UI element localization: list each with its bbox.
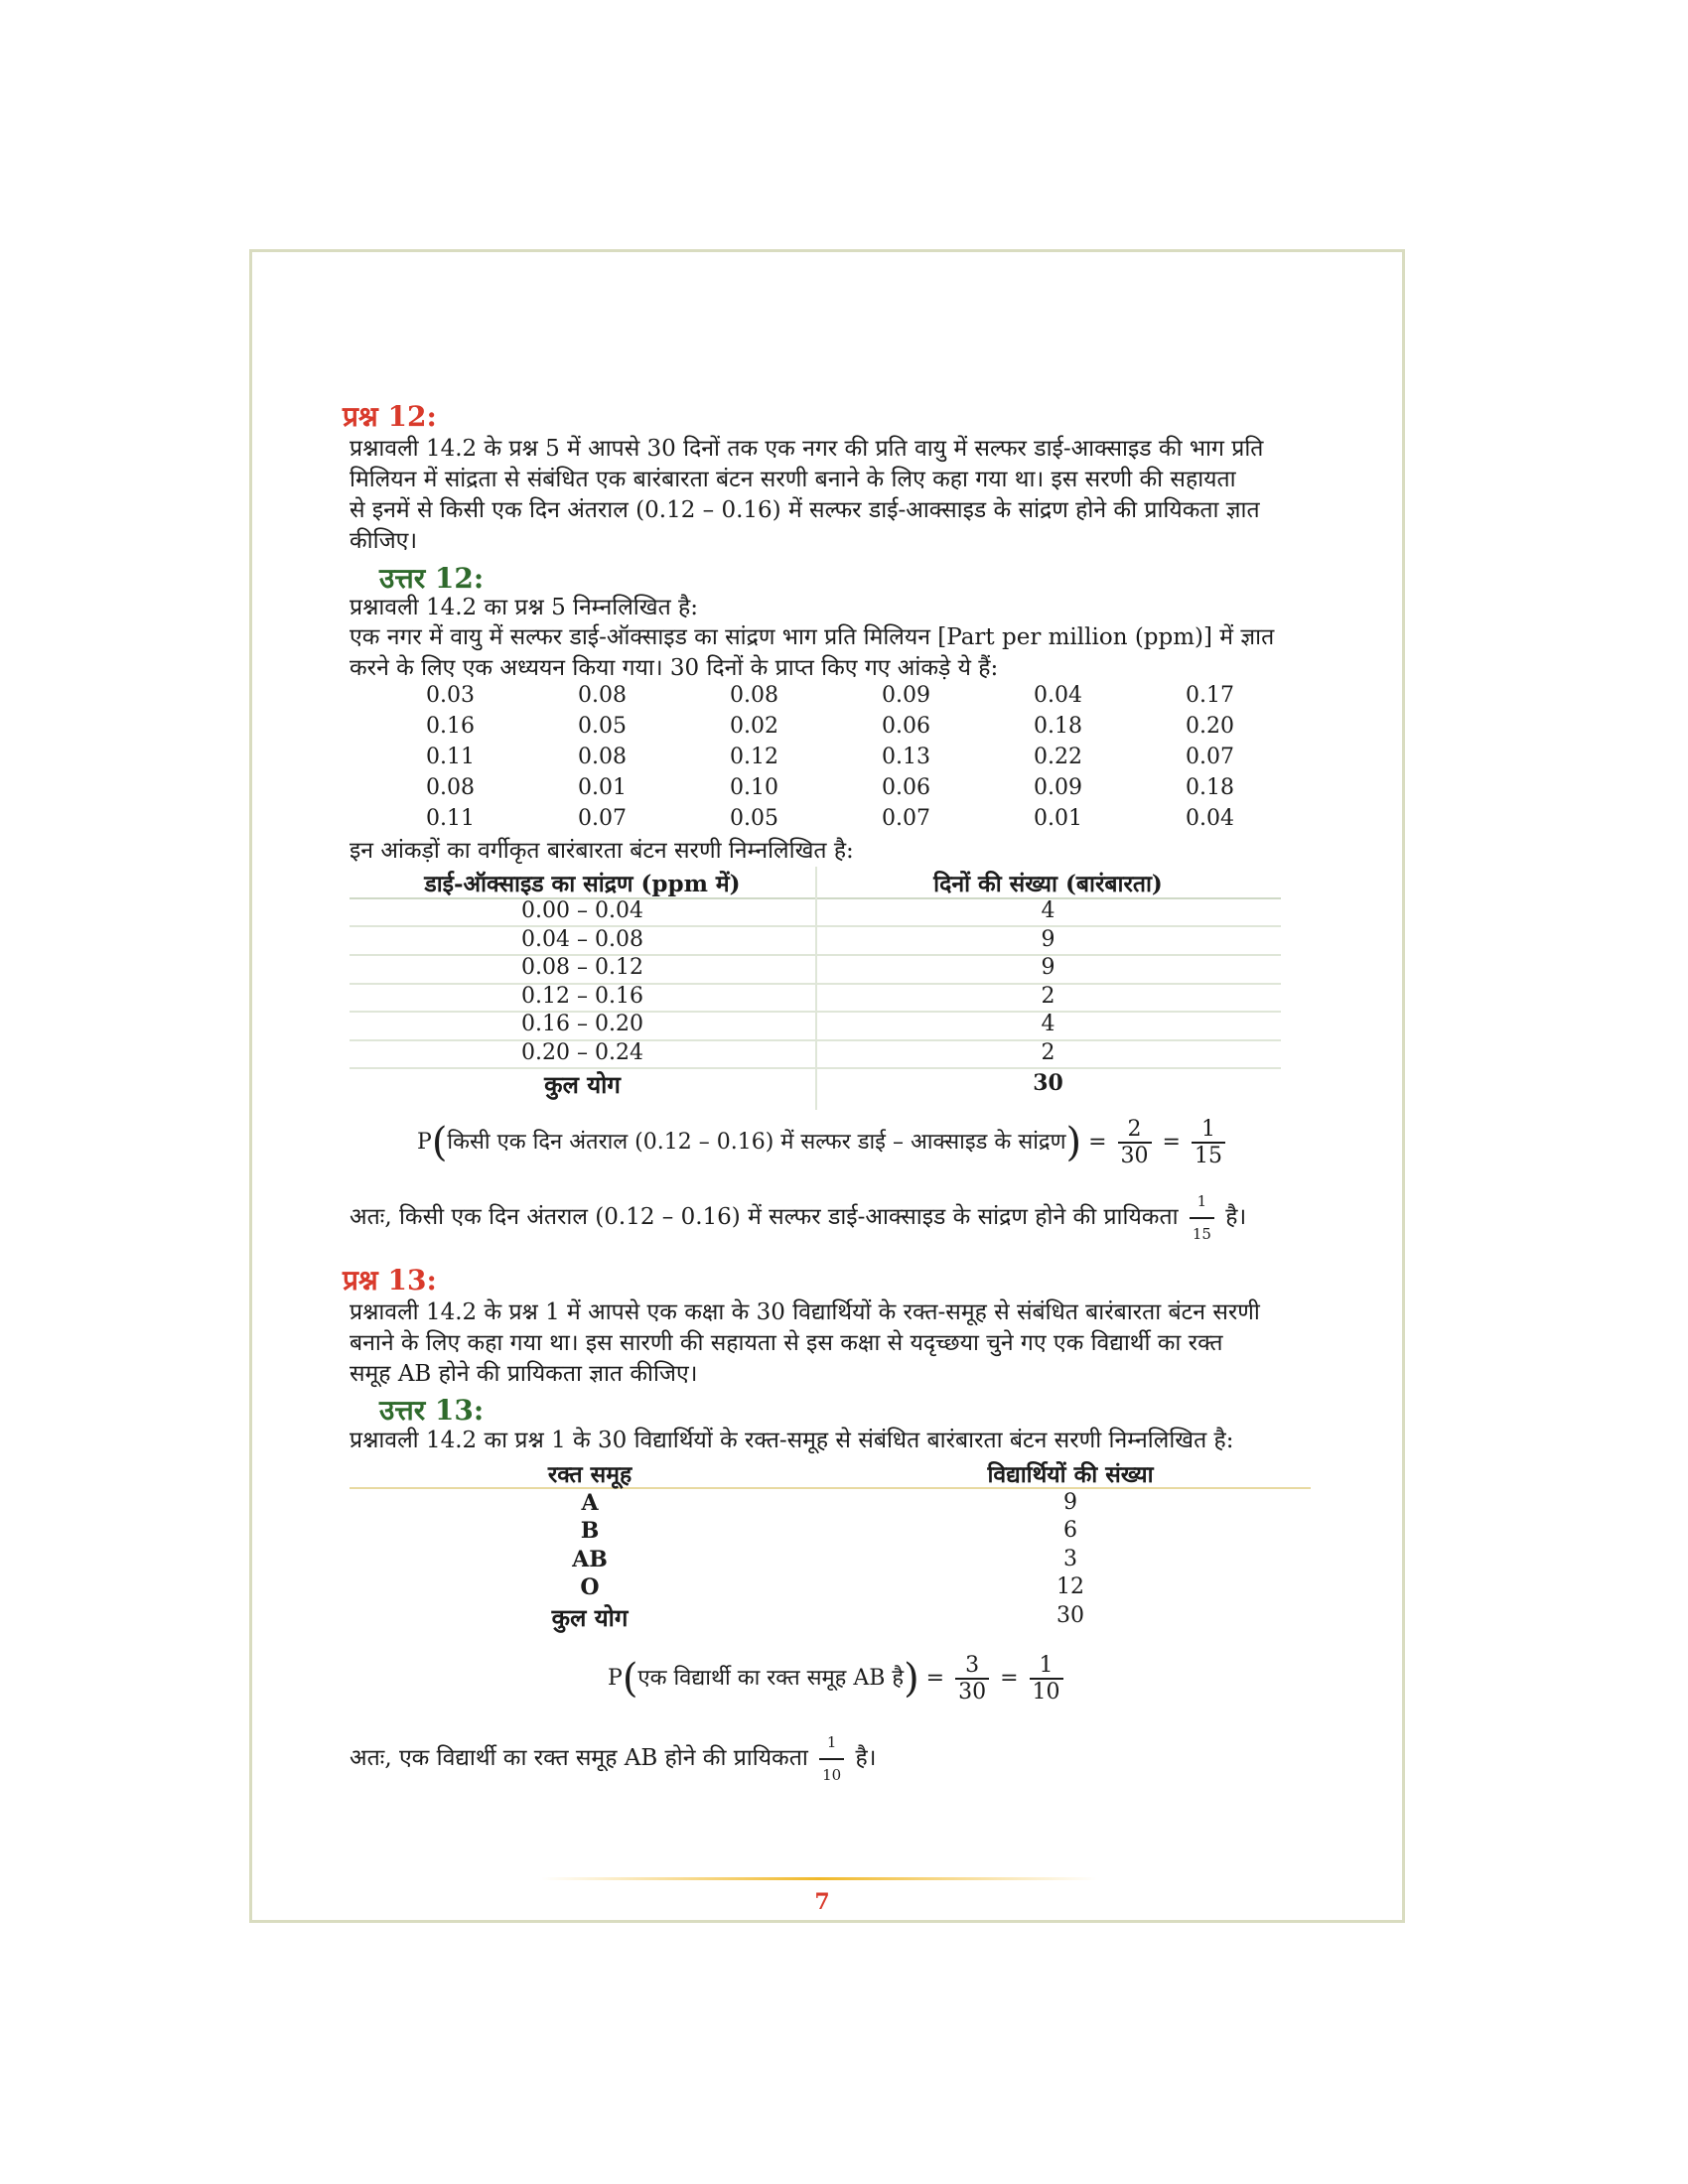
- answer-12-heading: उत्तर 12:: [379, 562, 485, 595]
- event-text: एक विद्यार्थी का रक्त समूह AB है: [637, 1666, 905, 1691]
- answer-13-heading: उत्तर 13:: [379, 1394, 485, 1427]
- conclusion-suffix: है।: [855, 1745, 877, 1771]
- raw-data-value: 0.07: [1186, 745, 1234, 769]
- fraction: $\frac{1}{10}$: [819, 1727, 844, 1791]
- question-text-line: प्रश्नावली 14.2 के प्रश्न 1 में आपसे एक कक्षा के 30 विद्यार्थियों के रक्त-समूह से संबंधित बारंबारता बंटन सरणी: [350, 1299, 1260, 1325]
- table-cell-frequency: 2: [1041, 984, 1055, 1009]
- table-cell-interval: 0.08 – 0.12: [521, 955, 643, 980]
- raw-data-value: 0.06: [882, 775, 930, 800]
- answer-12-intro: प्रश्नावली 14.2 का प्रश्न 5 निम्नलिखित है:: [350, 595, 698, 620]
- raw-data-value: 0.22: [1034, 745, 1082, 769]
- raw-data-value: 0.04: [1186, 806, 1234, 831]
- equals-sign: =: [1088, 1130, 1107, 1155]
- raw-data-value: 0.17: [1186, 683, 1234, 708]
- table-cell-blood-group: A: [581, 1490, 599, 1516]
- table-cell-count: 3: [1063, 1547, 1077, 1571]
- probability-symbol: P: [417, 1130, 432, 1155]
- question-13-text: [350, 1297, 1313, 1390]
- raw-data-value: 0.10: [730, 775, 778, 800]
- probability-formula: [608, 1653, 1067, 1705]
- answer-text-line: करने के लिए एक अध्ययन किया गया। 30 दिनों के प्राप्त किए गए आंकड़े ये हैं:: [350, 655, 999, 681]
- table-cell-interval: 0.00 – 0.04: [521, 898, 643, 923]
- page-number: 7: [814, 1889, 830, 1915]
- table-total-value: 30: [1033, 1070, 1063, 1096]
- raw-data-value: 0.04: [1034, 683, 1082, 708]
- answer-13-intro: प्रश्नावली 14.2 का प्रश्न 1 के 30 विद्यार्थियों के रक्त-समूह से संबंधित बारंबारता बंटन सरणी निम्नलिखित है:: [350, 1428, 1234, 1453]
- equals-sign: =: [925, 1666, 945, 1691]
- question-text-line: प्रश्नावली 14.2 के प्रश्न 5 में आपसे 30 दिनों तक एक नगर की प्रति वायु में सल्फर डाई-आक्साइड की भाग प्रति: [350, 436, 1264, 462]
- raw-data-value: 0.01: [578, 775, 627, 800]
- table-cell-count: 12: [1056, 1574, 1084, 1599]
- raw-data-value: 0.16: [426, 714, 475, 739]
- table-total-label: कुल योग: [551, 1603, 629, 1632]
- conclusion-text: अतः, एक विद्यार्थी का रक्त समूह AB होने की प्रायिकता: [350, 1745, 808, 1771]
- question-12-text: [350, 434, 1313, 557]
- raw-data-row: [426, 745, 1339, 775]
- fraction: $\frac{1}{15}$: [1192, 1117, 1225, 1168]
- question-13-heading: प्रश्न 13:: [343, 1264, 437, 1297]
- raw-data-value: 0.18: [1034, 714, 1082, 739]
- table-header-students: विद्यार्थियों की संख्या: [987, 1461, 1154, 1488]
- raw-data-value: 0.11: [426, 745, 475, 769]
- open-paren: (: [431, 1120, 448, 1165]
- raw-data-value: 0.18: [1186, 775, 1234, 800]
- table-total-value: 30: [1056, 1603, 1084, 1628]
- raw-data-value: 0.07: [882, 806, 930, 831]
- answer-13-conclusion: [350, 1727, 1313, 1791]
- frequency-table: [350, 867, 1281, 1110]
- question-text-line: से इनमें से किसी एक दिन अंतराल (0.12 – 0.16) में सल्फर डाई-आक्साइड के सांद्रण होने की प्रायिकता ज्ञात: [350, 497, 1260, 523]
- raw-data-row: [426, 714, 1339, 745]
- footer-rule: [541, 1877, 1097, 1880]
- event-text: किसी एक दिन अंतराल (0.12 – 0.16) में सल्फर डाई – आक्साइड के सांद्रण: [447, 1130, 1066, 1155]
- table-cell-blood-group: B: [580, 1518, 600, 1544]
- table-cell-frequency: 2: [1041, 1040, 1055, 1065]
- answer-text-line: एक नगर में वायु में सल्फर डाई-ऑक्साइड का सांद्रण भाग प्रति मिलियन [Part per million (ppm)] में ज्ञात: [350, 624, 1275, 650]
- raw-data-row: [426, 806, 1339, 837]
- table-cell-frequency: 4: [1041, 898, 1055, 923]
- question-12-heading: प्रश्न 12:: [343, 400, 437, 433]
- table-cell-interval: 0.04 – 0.08: [521, 927, 643, 952]
- blood-group-table: [350, 1457, 1311, 1636]
- raw-data-row: [426, 775, 1339, 806]
- table-cell-blood-group: AB: [572, 1547, 608, 1572]
- raw-data-grid: [426, 683, 1339, 842]
- question-text-line: समूह AB होने की प्रायिकता ज्ञात कीजिए।: [350, 1361, 698, 1387]
- equals-sign: =: [1162, 1130, 1181, 1155]
- probability-symbol: P: [608, 1666, 623, 1691]
- table-header-days: दिनों की संख्या (बारंबारता): [933, 871, 1163, 897]
- close-paren: ): [1065, 1120, 1082, 1165]
- table-cell-count: 9: [1063, 1490, 1077, 1515]
- raw-data-row: [426, 683, 1339, 714]
- table-cell-count: 6: [1063, 1518, 1077, 1543]
- answer-12-text: [350, 622, 1313, 684]
- answer-12-conclusion: [350, 1186, 1313, 1250]
- table-cell-interval: 0.12 – 0.16: [521, 984, 643, 1009]
- raw-data-value: 0.05: [730, 806, 778, 831]
- raw-data-value: 0.20: [1186, 714, 1234, 739]
- probability-formula: [417, 1117, 1229, 1168]
- table-header-blood-group: रक्त समूह: [547, 1461, 633, 1488]
- table-cell-interval: 0.16 – 0.20: [521, 1012, 643, 1036]
- table-cell-frequency: 9: [1041, 955, 1055, 980]
- raw-data-value: 0.07: [578, 806, 627, 831]
- table-total-label: कुल योग: [544, 1070, 621, 1099]
- table-cell-blood-group: O: [580, 1574, 600, 1600]
- fraction: $\frac{2}{30}$: [1118, 1117, 1152, 1168]
- raw-data-value: 0.12: [730, 745, 778, 769]
- raw-data-value: 0.08: [730, 683, 778, 708]
- table-cell-interval: 0.20 – 0.24: [521, 1040, 643, 1065]
- raw-data-value: 0.08: [578, 683, 627, 708]
- raw-data-value: 0.09: [1034, 775, 1082, 800]
- raw-data-value: 0.05: [578, 714, 627, 739]
- raw-data-value: 0.02: [730, 714, 778, 739]
- fraction: $\frac{3}{30}$: [955, 1653, 989, 1705]
- close-paren: ): [904, 1656, 919, 1702]
- raw-data-value: 0.06: [882, 714, 930, 739]
- equals-sign: =: [1000, 1666, 1019, 1691]
- question-text-line: कीजिए।: [350, 528, 418, 554]
- raw-data-value: 0.11: [426, 806, 475, 831]
- table-cell-frequency: 4: [1041, 1012, 1055, 1036]
- table-cell-frequency: 9: [1041, 927, 1055, 952]
- fraction: $\frac{1}{10}$: [1030, 1653, 1063, 1705]
- raw-data-value: 0.03: [426, 683, 475, 708]
- raw-data-value: 0.08: [426, 775, 475, 800]
- fraction: $\frac{1}{15}$: [1190, 1186, 1214, 1250]
- raw-data-value: 0.13: [882, 745, 930, 769]
- raw-data-value: 0.08: [578, 745, 627, 769]
- question-text-line: मिलियन में सांद्रता से संबंधित एक बारंबारता बंटन सरणी बनाने के लिए कहा गया था। इस सरणी की सहायता: [350, 467, 1236, 492]
- question-text-line: बनाने के लिए कहा गया था। इस सारणी की सहायता से इस कक्षा से यदृच्छया चुने गए एक विद्यार्थी का रक्त: [350, 1330, 1223, 1356]
- conclusion-text: अतः, किसी एक दिन अंतराल (0.12 – 0.16) में सल्फर डाई-आक्साइड के सांद्रण होने की प्रायिकता: [350, 1204, 1179, 1230]
- table-header-concentration: डाई-ऑक्साइड का सांद्रण (ppm में): [424, 871, 741, 897]
- raw-data-value: 0.01: [1034, 806, 1082, 831]
- conclusion-suffix: है।: [1225, 1204, 1247, 1230]
- frequency-table-intro: इन आंकड़ों का वर्गीकृत बारंबारता बंटन सरणी निम्नलिखित है:: [350, 838, 854, 864]
- raw-data-value: 0.09: [882, 683, 930, 708]
- open-paren: (: [622, 1656, 638, 1702]
